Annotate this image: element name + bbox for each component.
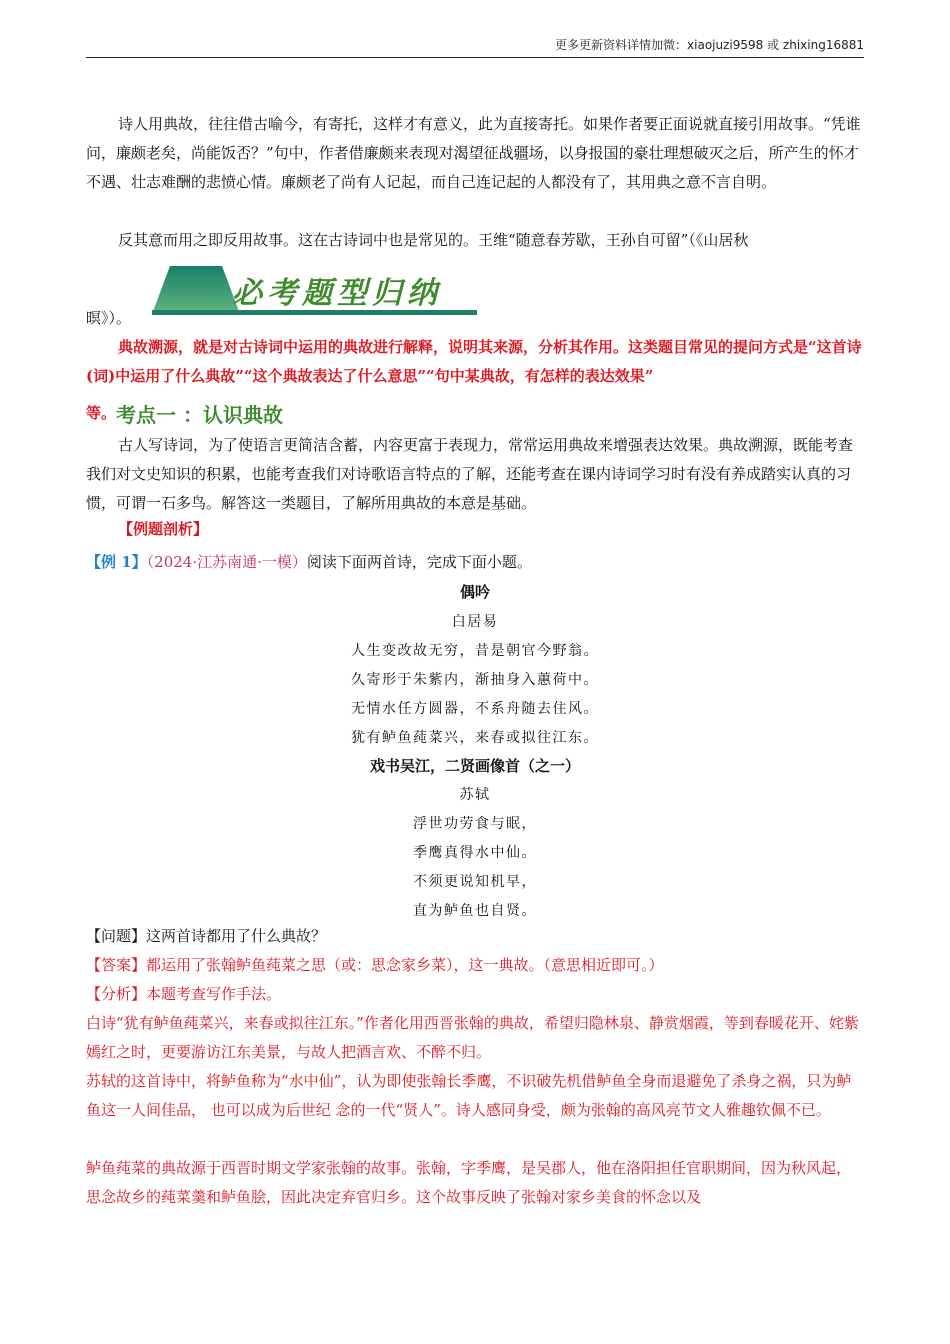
analysis-label: 【分析】 xyxy=(86,985,147,1003)
definition-tail: 等。 xyxy=(86,404,117,422)
answer-label: 【答案】 xyxy=(86,956,147,974)
analysis-paragraph-3: 鲈鱼莼菜的典故源于西晋时期文学家张翰的故事。张翰，字季鹰，是吴郡人，他在洛阳担任官职期间，因为秋风起，思念故乡的莼菜羹和鲈鱼脍，因此决定弃官归乡。这个故事反映了张翰对家乡美食的怀念以及 xyxy=(86,1159,852,1206)
poem1-author: 白居易 xyxy=(451,614,499,630)
example-analysis-label: 【例题剖析】 xyxy=(118,520,209,538)
section-intro-paragraph: 古人写诗词，为了使语言更简洁含蓄，内容更富于表现力，常常运用典故来增强表达效果。典故溯源，既能考查我们对文史知识的积累，也能考查我们对诗歌语言特点的了解，还能考查在课内诗词学习时有没有养成踏实认真的习惯，可谓一石多鸟。解答这一类题目，了解所用典故的本意是基础。 xyxy=(86,436,854,512)
header-divider xyxy=(86,57,864,58)
answer-line xyxy=(86,951,664,980)
poem1-title: 偶吟 xyxy=(459,583,490,601)
definition-paragraph: 典故溯源，就是对古诗词中运用的典故进行解释，说明其来源，分析其作用。这类题目常见的提问方式是“这首诗(词)中运用了什么典故”“这个典故表达了什么意思”“句中某典故，有怎样的表达效果” xyxy=(86,338,862,385)
poem2-line: 季鹰真得水中仙。 xyxy=(413,845,537,861)
example-source: （2024·江苏南通·一模） xyxy=(146,553,307,571)
analysis-paragraph-1: 白诗“犹有鲈鱼莼菜兴，来春或拟往江东。”作者化用西晋张翰的典故，希望归隐林泉、静赏烟霞，等到春暖花开、姹紫嫣红之时，更要游访江东美景，与故人把酒言欢、不醉不归。 xyxy=(86,1014,859,1061)
poem2-title: 戏书吴江，二贤画像首（之一） xyxy=(369,757,580,775)
answer-text: 都运用了张翰鲈鱼莼菜之思（或：思念家乡菜），这一典故。（意思相近即可。） xyxy=(146,956,664,974)
intro-paragraph-2: 反其意而用之即反用故事。这在古诗词中也是常见的。王维“随意春芳歇，王孙自可留”（《山居秋 xyxy=(118,231,749,249)
page-header-text: 更多更新资料详情加微：xiaojuzi9598 或 zhixing16881 xyxy=(555,38,864,52)
poem1-line: 久寄形于朱紫内，渐抽身入蕙荷中。 xyxy=(351,672,599,688)
example-tag: 【例 1】 xyxy=(86,553,147,571)
poem2-line: 不须更说知机早， xyxy=(413,874,537,890)
poem2-author: 苏轼 xyxy=(459,787,491,803)
poem2-line: 直为鲈鱼也自贤。 xyxy=(413,903,537,919)
kaodian-title: 考点一 ：认识典故 xyxy=(116,403,283,427)
poem1-line: 犹有鲈鱼莼菜兴，来春或拟往江东。 xyxy=(351,730,599,746)
intro-paragraph-2-end: 暝》）。 xyxy=(86,309,132,327)
banner-title: 必考题型归纳 xyxy=(232,276,442,311)
poem2-line: 浮世功劳食与眠， xyxy=(413,816,537,832)
question-label: 【问题】 xyxy=(86,927,147,945)
example-instruction: 阅读下面两首诗，完成下面小题。 xyxy=(306,553,532,571)
must-test-banner xyxy=(152,266,477,316)
analysis-line xyxy=(86,980,281,1009)
analysis-paragraph-2: 苏轼的这首诗中，将鲈鱼称为“水中仙”，认为即使张翰长季鹰，不识破先机借鲈鱼全身而退避免了杀身之祸，只为鲈鱼这一人间佳品， 也可以成为后世纪 念的一代“贤人”。诗人感同身受，颇为张翰的高风亮节文人雅趣钦佩不已。 xyxy=(86,1072,852,1119)
poem1-line: 无情水任方圆器，不系舟随去住风。 xyxy=(351,701,599,717)
intro-paragraph-1: 诗人用典故，往往借古喻今，有寄托，这样才有意义，此为直接寄托。如果作者要正面说就直接引用故事。“凭谁问，廉颇老矣，尚能饭否？”句中，作者借廉颇来表现对渴望征战疆场，以身报国的豪壮理想破灭之后，所产生的怀才不遇、壮志难酬的悲愤心情。廉颇老了尚有人记起，而自己连记起的人都没有了，其用典之意不言自明。 xyxy=(86,115,861,191)
example-heading xyxy=(86,548,532,577)
question-text: 这两首诗都用了什么典故？ xyxy=(146,927,327,945)
analysis-text: 本题考查写作手法。 xyxy=(146,985,282,1003)
poem1-line: 人生变改故无穷，昔是朝官今野翁。 xyxy=(351,643,599,659)
question-line xyxy=(86,922,326,951)
